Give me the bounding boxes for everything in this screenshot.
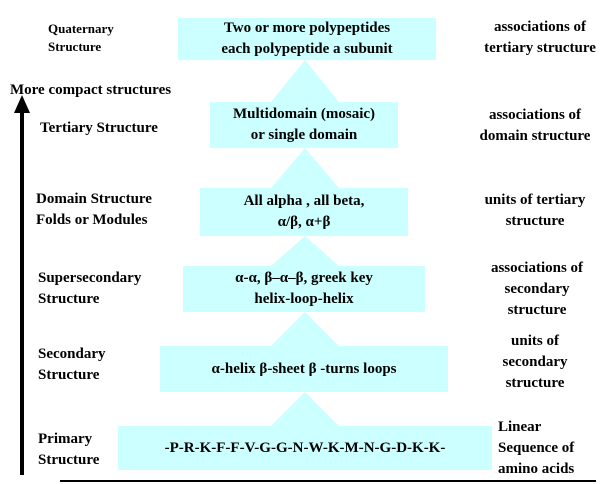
desc-supersecondary: associations of secondary structure [490,260,584,318]
baseline-divider [60,480,596,482]
box-primary: -P-R-K-F-F-V-G-G-N-W-K-M-N-G-D-K-K- [118,426,492,470]
triangle-connector-4 [271,312,339,346]
level-label-quaternary: Quaternary Structure [48,21,114,54]
triangle-connector-1 [271,60,339,102]
axis-label: More compact structures [10,82,172,98]
box-tertiary: Multidomain (mosaic) or single domain [210,102,398,148]
desc-secondary: units of secondary structure [502,333,568,391]
triangle-connector-3 [271,236,339,266]
level-label-secondary: Secondary Structure [38,346,106,383]
triangle-connector-5 [271,392,339,426]
desc-quaternary: associations of tertiary structure [484,19,596,56]
upward-arrow-icon [14,95,30,475]
level-label-domain: Domain Structure Folds or Modules [36,191,152,228]
desc-tertiary: associations of domain structure [479,107,591,144]
desc-primary: Linear Sequence of amino acids [498,419,575,477]
box-supersecondary: α-α, β–α–β, greek key helix-loop-helix [183,266,425,312]
triangle-connector-2 [271,148,339,188]
desc-domain: units of tertiary structure [484,192,586,229]
level-label-tertiary: Tertiary Structure [40,120,158,136]
level-label-supersecondary: Supersecondary Structure [38,270,142,307]
level-label-primary: Primary Structure [38,431,100,468]
box-domain: All alpha , all beta, α/β, α+β [200,188,408,236]
box-secondary: α-helix β-sheet β -turns loops [160,346,448,392]
box-quaternary: Two or more polypeptides each polypeptide a subunit [178,18,436,60]
